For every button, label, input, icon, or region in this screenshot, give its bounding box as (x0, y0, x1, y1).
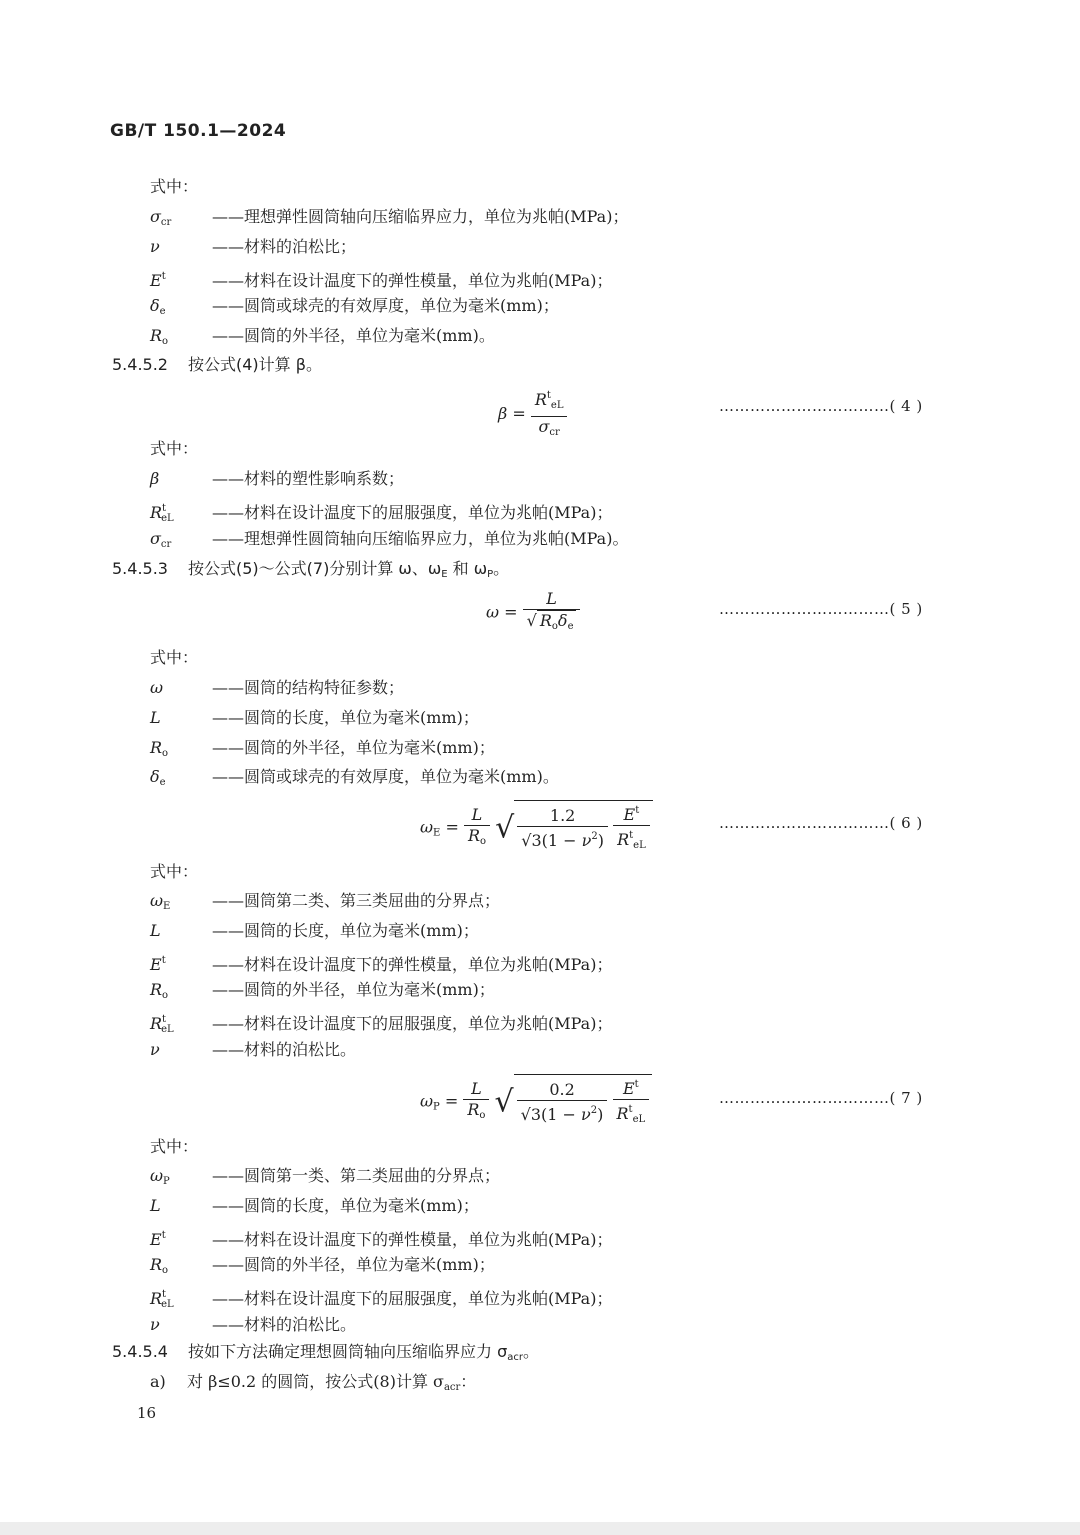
document-header: GB/T 150.1—2024 (110, 121, 287, 141)
eq5-den2: δ (557, 611, 568, 630)
definition-item (150, 266, 612, 292)
symbol-sup: t (162, 1014, 167, 1026)
section-5-4-5-3 (112, 558, 509, 586)
symbol-base: L (150, 1195, 161, 1215)
section-number: 5.4.5.4 (112, 1342, 168, 1361)
symbol (150, 266, 212, 292)
definition-item (150, 236, 356, 258)
definition-text: ——圆筒的外半径，单位为毫米(mm)。 (212, 326, 495, 346)
symbol (150, 236, 212, 258)
eq7-l-over-r (463, 1079, 489, 1126)
symbol-base: R (150, 1255, 163, 1275)
definition-text: ——圆筒的长度，单位为毫米(mm)； (212, 707, 479, 727)
symbol (150, 737, 212, 765)
eq6-r-sup: t (629, 830, 634, 841)
eq7-lhs: ω (420, 1091, 434, 1111)
definition-item (150, 1284, 612, 1316)
symbol-base: ω (150, 891, 164, 910)
eq5-fraction: $\frac{L}{√ R_o\delta_e}$ (523, 589, 581, 637)
definition-text: ——圆筒的外半径，单位为毫米(mm)； (212, 737, 495, 757)
eq5-num: L (523, 589, 581, 610)
symbol-base: E (150, 954, 162, 974)
eq4-den: σ (538, 417, 550, 436)
equation-5-leader (719, 600, 923, 618)
eq4-num-sub: eL (550, 400, 564, 411)
eq4-fraction (531, 386, 568, 443)
symbol (150, 950, 212, 976)
definition-text: ——圆筒或球壳的有效厚度，单位为毫米(mm)； (212, 296, 559, 316)
symbol-sup: t (161, 954, 166, 966)
symbol-sup: t (162, 502, 167, 514)
definition-text: ——材料的泊松比。 (212, 1040, 357, 1059)
symbol-sub: o (162, 1265, 169, 1277)
eq6-l-over-r (464, 805, 490, 852)
definition-item (150, 950, 612, 976)
symbol (150, 325, 212, 353)
eq5-den: R (539, 611, 552, 630)
eq7-num: L (463, 1079, 489, 1100)
section-text-sub: P (487, 569, 494, 580)
symbol (150, 468, 212, 490)
symbol-base: R (150, 1014, 163, 1034)
eq7-r-sup: t (628, 1104, 633, 1115)
definition-item (150, 295, 559, 323)
definition-text: ——圆筒或球壳的有效厚度，单位为毫米(mm)。 (212, 767, 559, 787)
dots: …………………………… (719, 1089, 890, 1107)
eq6-den: R (467, 825, 480, 845)
definition-item (150, 1009, 612, 1041)
symbol (150, 1195, 212, 1217)
section-text: 按公式(4)计算 β。 (188, 355, 322, 374)
symbol-base: σ (150, 528, 161, 548)
where-label: 式中： (150, 1137, 199, 1156)
symbol (150, 1284, 212, 1316)
definition-item (150, 325, 495, 353)
definition-text: ——圆筒的长度，单位为毫米(mm)； (212, 1195, 479, 1215)
eq6-r-sub: eL (633, 840, 646, 851)
definition-item (150, 1195, 479, 1217)
definition-item (150, 498, 612, 530)
definition-text: ——圆筒的外半径，单位为毫米(mm)； (212, 1255, 495, 1275)
eq6-equals: = (445, 817, 459, 837)
symbol (150, 677, 212, 699)
definition-item (150, 528, 628, 556)
symbol-base: E (150, 1229, 162, 1249)
eq4-den-sub: cr (549, 427, 560, 438)
sqrt-icon: √ (494, 1084, 514, 1120)
symbol-base: β (150, 469, 160, 488)
section-5-4-5-2 (112, 354, 322, 376)
section-text-sub: E (441, 569, 448, 580)
eq5-lhs: ω = (486, 602, 518, 622)
eq7-lhs-sub: P (433, 1101, 440, 1113)
symbol-base: ω (150, 678, 164, 697)
definition-text: ——理想弹性圆筒轴向压缩临界应力，单位为兆帕(MPa)。 (212, 528, 629, 548)
definition-item (150, 206, 628, 234)
definition-item (150, 1225, 612, 1251)
item-label: a) (150, 1372, 166, 1391)
eq7-den-sub: o (479, 1109, 486, 1121)
symbol-base: σ (150, 207, 161, 226)
symbol-base: ω (150, 1166, 164, 1185)
equation-number: ( 4 ) (889, 397, 923, 415)
symbol-base: δ (150, 767, 160, 787)
definition-text: ——材料在设计温度下的弹性模量，单位为兆帕(MPa)； (212, 954, 613, 974)
symbol-base: L (150, 707, 161, 727)
symbol (150, 1225, 212, 1251)
section-text-mid: 和 ω (447, 559, 488, 578)
equation-7: $\omega_P$ = $\frac{L}{R_o}$ √ $\frac{0.2}{√3(1 - \nu^2)}$ $\frac{E^t}{R^t_{eL}}$ (420, 1074, 652, 1130)
eq7-den: R (467, 1099, 480, 1119)
equation-4 (498, 386, 567, 443)
definition-text: ——材料的塑性影响系数； (212, 469, 405, 488)
where-label: 式中： (150, 862, 199, 881)
where-label: 式中： (150, 177, 199, 196)
definition-item (150, 920, 479, 942)
symbol (150, 766, 212, 794)
equation-number: ( 7 ) (889, 1089, 923, 1107)
dots: …………………………… (719, 814, 890, 832)
item-text-sub: acr (443, 1382, 461, 1393)
eq4-num: R (534, 390, 547, 409)
definition-item (150, 766, 559, 794)
eq6-e-sup: t (635, 805, 640, 816)
symbol-sub: o (162, 336, 169, 348)
eq7-e-sup: t (634, 1079, 639, 1090)
symbol-base: ν (150, 1040, 160, 1059)
definition-text: ——材料的泊松比。 (212, 1315, 357, 1334)
eq7-r-sub: eL (632, 1114, 646, 1125)
eq4-lhs: β = (498, 404, 526, 423)
definition-item (150, 707, 479, 729)
definition-item (150, 737, 495, 765)
equation-6-leader (719, 814, 923, 832)
symbol (150, 707, 212, 729)
symbol-base: ν (150, 1315, 160, 1334)
symbol-base: R (150, 326, 163, 346)
symbol-base: E (150, 270, 162, 290)
definition-item (150, 979, 495, 1007)
section-text: 按如下方法确定理想圆筒轴向压缩临界应力 σ (188, 1342, 508, 1361)
equation-number: ( 6 ) (889, 814, 923, 832)
definition-text: ——圆筒第一类、第二类屈曲的分界点； (212, 1166, 501, 1185)
symbol-sub: E (163, 901, 171, 912)
where-label: 式中： (150, 648, 199, 667)
eq5-den-sub: o (551, 621, 558, 632)
symbol (150, 979, 212, 1007)
eq6-coef: 1.2 (517, 806, 608, 827)
symbol-sub: eL (161, 1299, 174, 1311)
section-text: 按公式(5)～公式(7)分别计算 ω、ω (188, 559, 442, 578)
symbol-base: R (150, 502, 163, 522)
equation-number: ( 5 ) (889, 600, 923, 618)
section-5-4-5-4 (112, 1341, 539, 1369)
symbol-sub: e (159, 306, 166, 318)
definition-item (150, 1165, 500, 1193)
symbol-base: R (150, 980, 163, 1000)
definition-text: ——圆筒的外半径，单位为毫米(mm)； (212, 980, 495, 1000)
equation-6: $\omega_E$ = $\frac{L}{R_o}$ √ $\frac{1.2}{√3(1 - \nu^2)}$ $\frac{E^t}{R^t_{eL}}$ (420, 800, 653, 856)
equation-7-leader (719, 1089, 923, 1107)
definition-text: ——材料在设计温度下的屈服强度，单位为兆帕(MPa)； (212, 1014, 613, 1034)
definition-item (150, 677, 404, 699)
symbol (150, 890, 212, 918)
equation-4-leader (719, 397, 923, 415)
symbol (150, 920, 212, 942)
definition-text: ——材料在设计温度下的弹性模量，单位为兆帕(MPa)； (212, 270, 613, 290)
dots: …………………………… (719, 600, 890, 618)
eq5-den2-sub: e (567, 621, 574, 632)
symbol-sup: t (161, 270, 166, 282)
eq4-num-sup: t (546, 390, 551, 401)
section-text-sub: acr (507, 1352, 523, 1363)
definition-item (150, 1314, 356, 1336)
bottom-band (0, 1522, 1080, 1535)
symbol (150, 1009, 212, 1041)
symbol-base: L (150, 920, 161, 940)
eq6-num: L (464, 805, 490, 826)
section-text-end: 。 (493, 559, 510, 578)
symbol-base: δ (150, 296, 160, 316)
symbol (150, 1039, 212, 1061)
definition-item (150, 468, 404, 490)
symbol-sub: cr (160, 538, 172, 550)
symbol-sub: cr (160, 217, 172, 228)
symbol-sup: t (162, 1289, 167, 1301)
item-text-end: ： (460, 1372, 477, 1391)
definition-text: ——材料在设计温度下的弹性模量，单位为兆帕(MPa)； (212, 1229, 613, 1249)
symbol (150, 206, 212, 234)
item-text: 对 β≤0.2 的圆筒，按公式(8)计算 σ (187, 1372, 444, 1391)
symbol-sub: P (163, 1176, 170, 1187)
definition-text: ——材料在设计温度下的屈服强度，单位为兆帕(MPa)； (212, 1289, 613, 1309)
sqrt-icon: √ (495, 810, 515, 846)
definition-item (150, 890, 500, 918)
symbol (150, 1314, 212, 1336)
symbol (150, 498, 212, 530)
symbol (150, 528, 212, 556)
symbol-sub: eL (161, 1024, 174, 1036)
symbol-sub: o (162, 747, 169, 759)
section-text-end: 。 (522, 1342, 539, 1361)
definition-text: ——理想弹性圆筒轴向压缩临界应力，单位为兆帕(MPa)； (212, 207, 629, 226)
symbol-base: R (150, 1289, 163, 1309)
eq6-den-sub: o (480, 835, 487, 847)
definition-text: ——圆筒的结构特征参数； (212, 678, 405, 697)
symbol-base: ν (150, 236, 160, 256)
eq7-coef: 0.2 (517, 1080, 608, 1101)
section-number: 5.4.5.2 (112, 355, 168, 374)
symbol-base: R (150, 737, 163, 757)
list-item-a (150, 1371, 476, 1399)
equation-5 (486, 589, 580, 637)
eq6-lhs: ω (420, 817, 434, 837)
definition-text: ——材料在设计温度下的屈服强度，单位为兆帕(MPa)； (212, 502, 613, 522)
symbol-sub: e (159, 777, 166, 789)
definition-item (150, 1254, 495, 1282)
symbol-sub: eL (161, 512, 174, 524)
definition-text: ——圆筒第二类、第三类屈曲的分界点； (212, 891, 501, 910)
page-number: 16 (137, 1404, 157, 1422)
definition-text: ——圆筒的长度，单位为毫米(mm)； (212, 920, 479, 940)
where-label: 式中： (150, 439, 199, 458)
symbol (150, 1254, 212, 1282)
section-number: 5.4.5.3 (112, 559, 168, 578)
definition-item (150, 1039, 356, 1061)
eq7-equals: = (444, 1091, 459, 1111)
definition-text: ——材料的泊松比； (212, 236, 357, 256)
eq6-lhs-sub: E (433, 827, 441, 839)
symbol (150, 295, 212, 323)
symbol (150, 1165, 212, 1193)
symbol-sub: o (162, 990, 169, 1002)
dots: …………………………… (719, 397, 890, 415)
symbol-sup: t (161, 1229, 166, 1241)
